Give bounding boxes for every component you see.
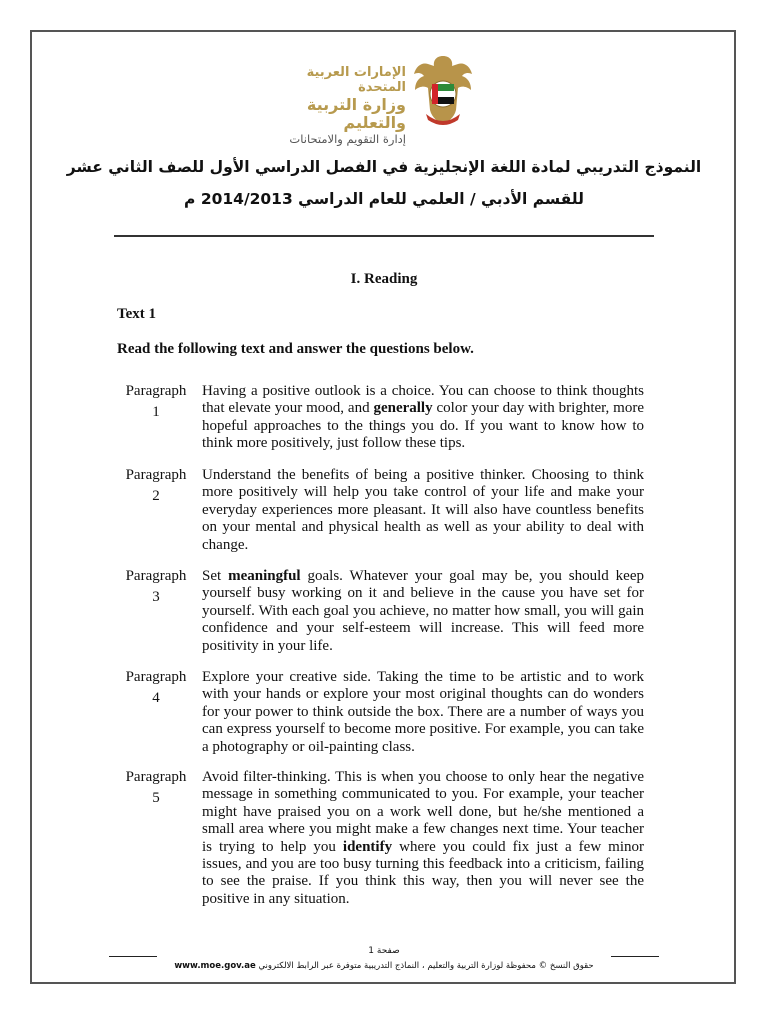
paragraph-label [120, 669, 192, 708]
paragraph-label-text: Paragraph [125, 769, 187, 785]
footer-rule-right [611, 956, 659, 957]
instruction: Read the following text and answer the questions below. [117, 341, 474, 357]
arabic-title-line-1: النموذج التدريبي لمادة اللغة الإنجليزية في الفصل الدراسي الأول للصف الثاني عشر [66, 158, 702, 176]
paragraph-label-text: Paragraph [125, 669, 187, 685]
paragraph-label [120, 383, 192, 422]
paragraph-text [202, 769, 644, 908]
paragraph-text-part: Avoid filter-thinking. This is when you choose to only hear the negative message in something communicated to you. For example, your teacher might have praised you on a work well done, but he/she mentioned a small area where you might make a few changes next time. Your teacher is trying to help you [202, 769, 644, 855]
footer-url-link[interactable]: www.moe.gov.ae [174, 961, 256, 971]
footer-copyright-text: حقوق النسخ © محفوظة لوزارة التربية والتعليم ، النماذج التدريبية متوفرة عبر الرابط الالكتروني [258, 961, 594, 971]
paragraph-text [202, 383, 644, 453]
paragraph-number: 4 [152, 690, 160, 707]
paragraph-text-part: where you could fix just a few minor issues, and you are too busy turning this feedback into a criticism, failing to see the praise. If you think this way, then you will never see the positive in any situation. [202, 838, 645, 907]
paragraph-label-text: Paragraph [125, 568, 187, 584]
uae-eagle-emblem-icon [412, 52, 474, 130]
paragraph-text-part: goals. Whatever your goal may be, you should keep yourself busy working on it and believe in the cause you have set for yourself. With each goal you achieve, no matter how small, you will gain confidence and your self-esteem will increase. This will feed more positivity in your life. [202, 568, 645, 654]
paragraph-text-part: color your day with brighter, more hopeful approaches to the things you do. If you want to know how to think more positively, just follow these tips. [202, 400, 645, 452]
logo-line-ministry: وزارة التربية والتعليم [306, 94, 406, 133]
logo-line-department: إدارة التقويم والامتحانات [289, 131, 406, 146]
paragraph-bold-word: meaningful [228, 568, 301, 584]
paragraph-text [202, 669, 644, 756]
paragraph-label [120, 769, 192, 808]
arabic-title-line-2: للقسم الأدبي / العلمي للعام الدراسي 2014/2013 م [184, 190, 584, 208]
footer-copyright [160, 961, 608, 971]
paragraph-label-text: Paragraph [125, 383, 187, 399]
logo-line-country: الإمارات العربية المتحدة [306, 65, 406, 95]
paragraph-label [120, 568, 192, 607]
logo-text [262, 66, 406, 146]
paragraph-text [202, 568, 644, 655]
paragraph-bold-word: generally [373, 400, 433, 417]
paragraph-text-part: Set [202, 568, 229, 584]
footer-rule-left [109, 956, 157, 957]
paragraph-label-text: Paragraph [125, 467, 187, 483]
paragraph-number: 2 [152, 488, 160, 505]
paragraph-text-part: Understand the benefits of being a positive thinker. Choosing to think more positively will help you take control of your life and make your everyday experiences more pleasant. It will also have countless benefits on your mental and physical health as well as your ability to deal with change. [202, 467, 644, 553]
paragraph-number: 3 [152, 589, 160, 606]
paragraph-number: 1 [152, 404, 160, 421]
text-label: Text 1 [117, 306, 157, 322]
paragraph-number: 5 [152, 790, 160, 807]
paragraph-bold-word: identify [342, 838, 393, 855]
paragraph-text [202, 467, 644, 554]
title-divider [114, 235, 654, 237]
ministry-logo [262, 52, 474, 146]
paragraph-text-part: Having a positive outlook is a choice. You can choose to think thoughts that elevate your mood, and [202, 383, 644, 417]
section-heading: I. Reading [350, 271, 418, 287]
paragraph-text-part: Explore your creative side. Taking the time to be artistic and to work with your hands or explore your most original thoughts can do wonders for your power to think outside the box. There are a number of ways you can express yourself to become more positive. For example, you can take a photography or oil-painting class. [202, 669, 644, 755]
page-number: صفحة 1 [368, 946, 400, 956]
paragraph-label [120, 467, 192, 506]
